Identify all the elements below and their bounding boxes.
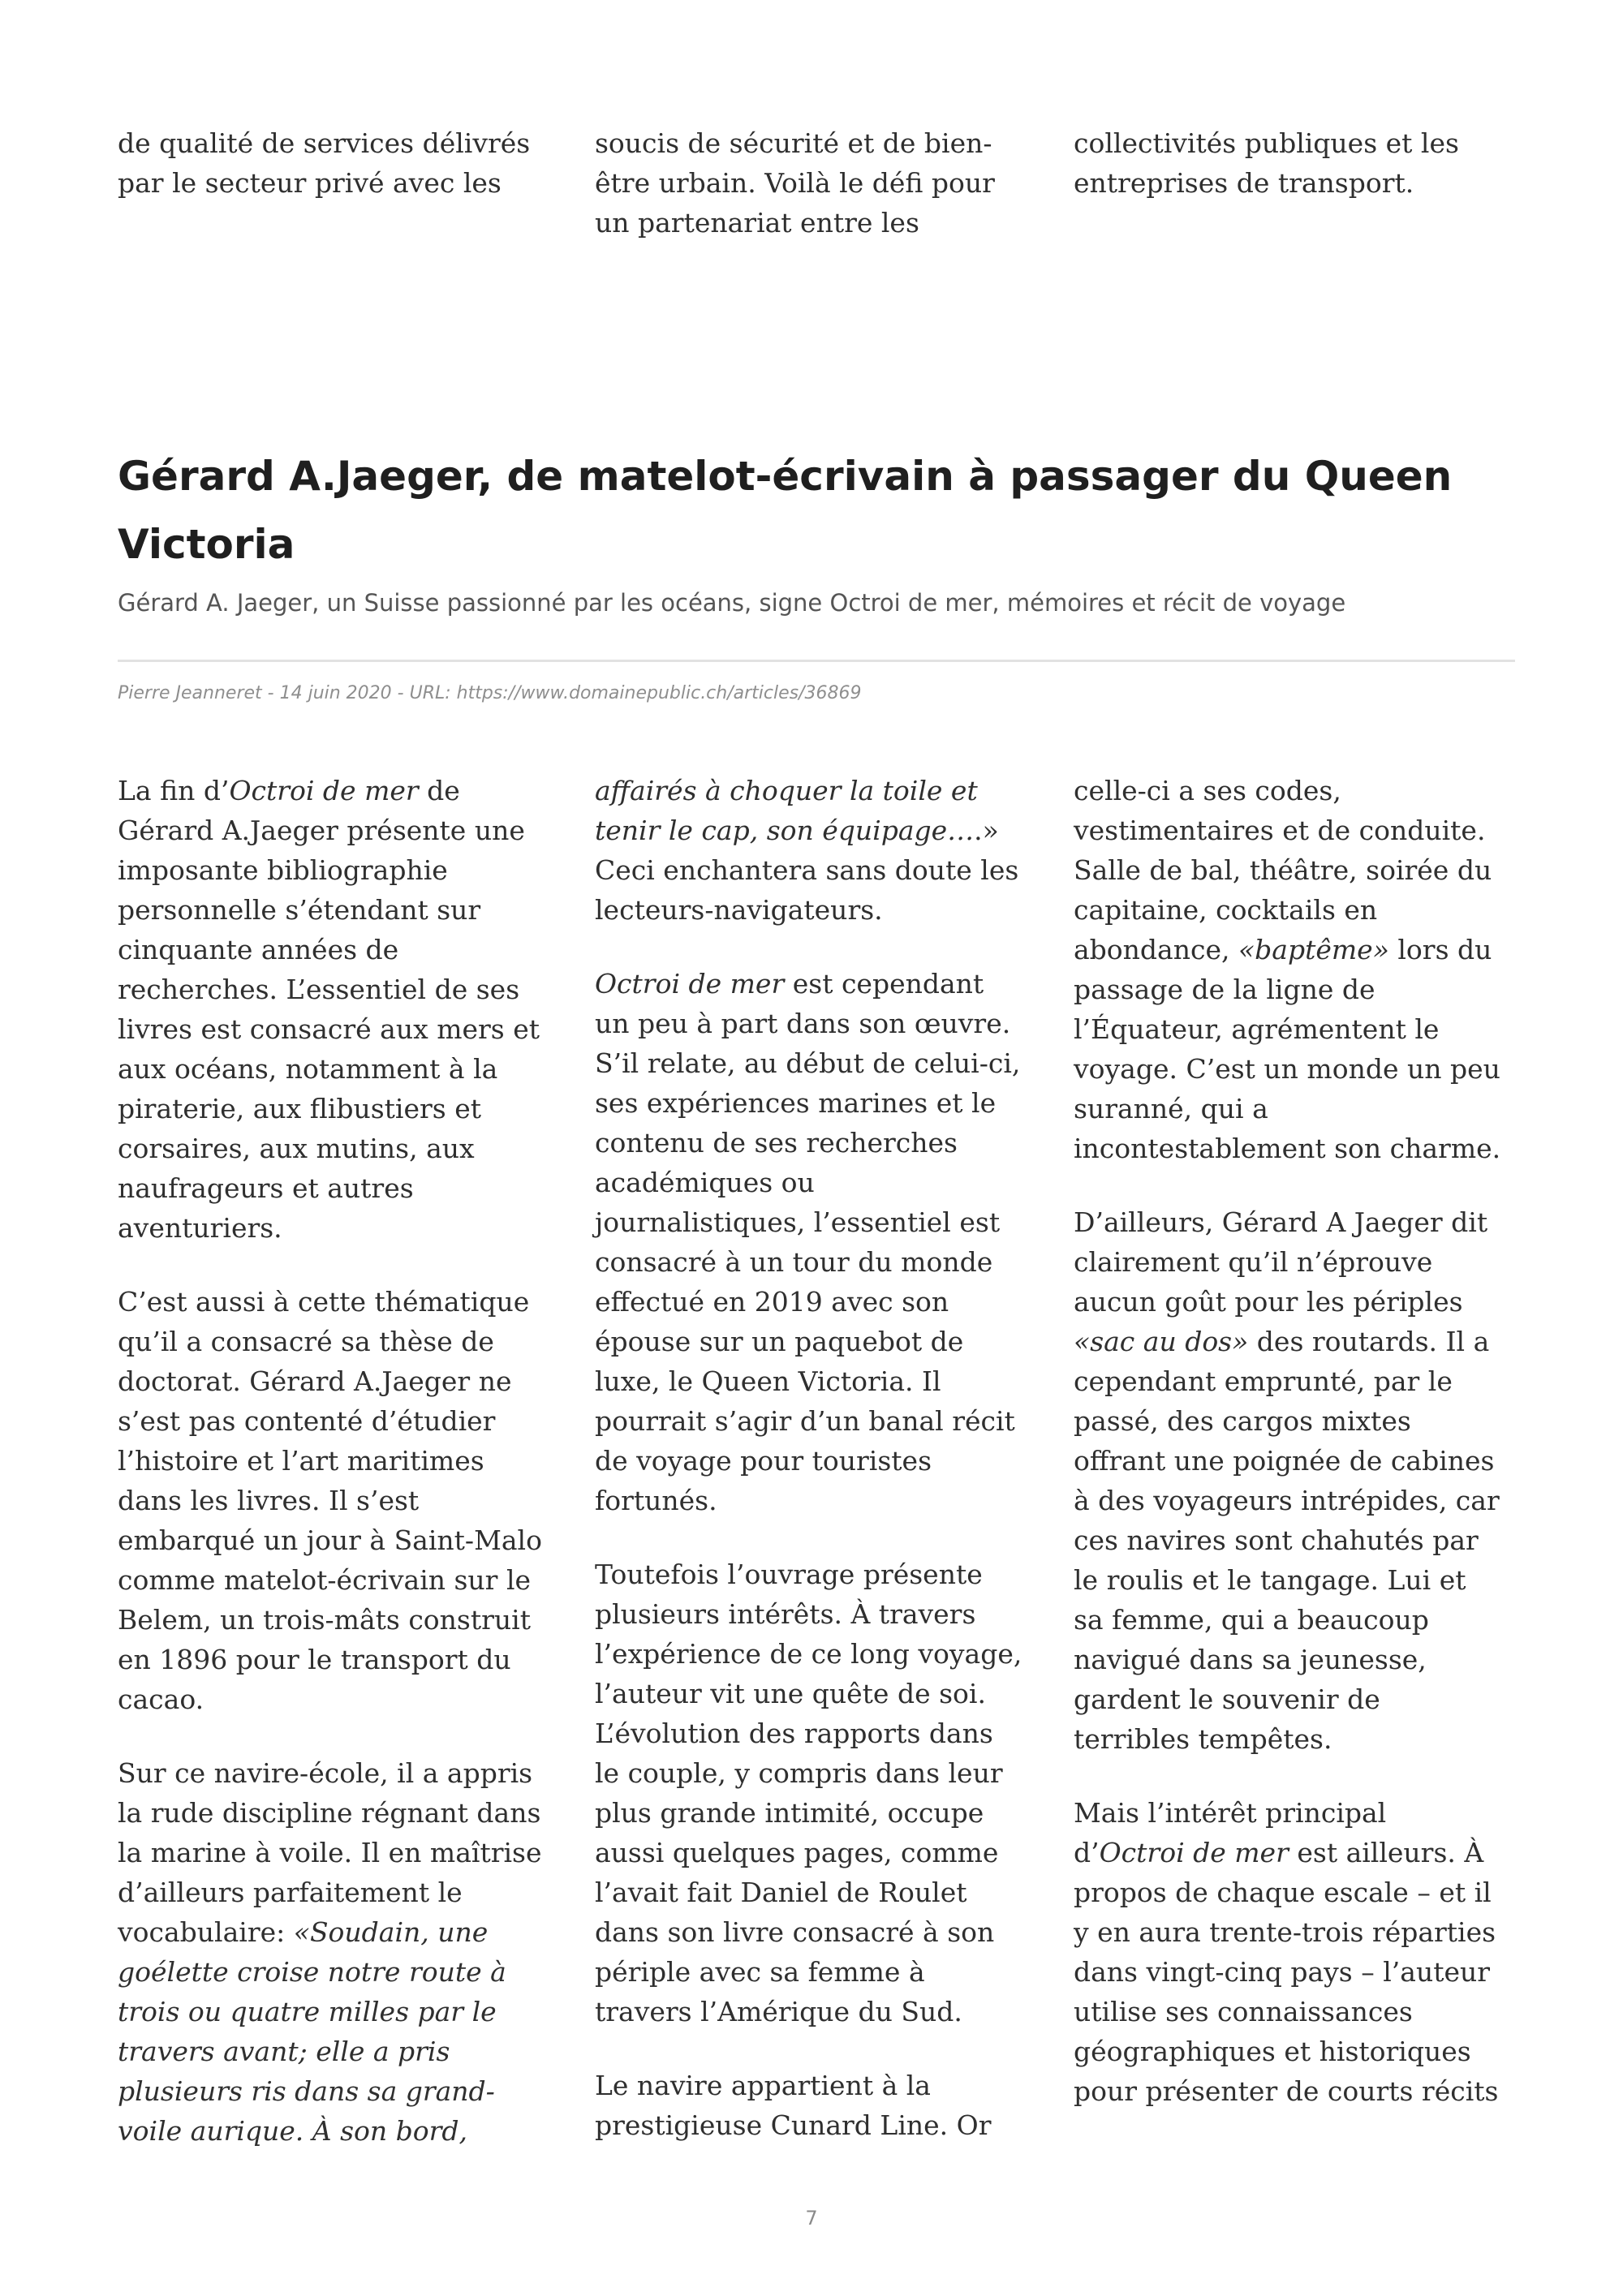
quote-continuation-emphasis: affairés à choquer la toile et tenir le cap, son équipage… [595, 775, 978, 846]
article-meta: Pierre Jeanneret - 14 juin 2020 - URL: https://www.domainepublic.ch/articles/36869 [118, 683, 862, 703]
book-title-emphasis: Octroi de mer [595, 968, 785, 1000]
article-subtitle: Gérard A. Jaeger, un Suisse passionné par les océans, signe Octroi de mer, mémoires et récit de voyage [118, 589, 1346, 617]
continuation-text-col1: de qualité de services délivrés par le secteur privé avec les [118, 127, 531, 199]
body-column-1 [118, 771, 548, 2151]
paragraph-9 [1074, 1202, 1504, 1759]
paragraph-3-text-a: Sur ce navire-école, il a appris la rude discipline régnant dans la marine à voile. Il en maîtrise d’ailleurs parfaitement le vocabulaire: [118, 1757, 542, 1948]
paragraph-8 [1074, 771, 1504, 1168]
paragraph-3 [118, 1753, 548, 2151]
paragraph-5 [595, 964, 1025, 1520]
page-number: 7 [805, 2207, 818, 2229]
paragraph-5-text-b: est cependant un peu à part dans son œuvre. S’il relate, au début de celui-ci, ses expériences marines et le contenu de ses recherches académiques ou journalistiques, l’essentiel est consacré à un tour du monde effectué en 2019 avec son épouse sur un paquebot de luxe, le Queen Victoria. Il pourrait s’agir d’un banal récit de voyage pour touristes fortunés. [595, 968, 1021, 1516]
top-column-2 [595, 123, 1025, 243]
paragraph-2: C’est aussi à cette thématique qu’il a consacré sa thèse de doctorat. Gérard A.Jaeger ne s’est pas contenté d’étudier l’histoire et l’art maritimes dans les livres. Il s’est embarqué un jour à Saint-Malo comme matelot-écrivain sur le Belem, un trois-mâts construit en 1896 pour le transport du cacao. [118, 1286, 542, 1715]
paragraph-4 [595, 771, 1025, 930]
paragraph-1-text-a: La fin d’ [118, 775, 230, 806]
sac-au-dos-emphasis: «sac au dos» [1074, 1326, 1249, 1357]
paragraph-6: Toutefois l’ouvrage présente plusieurs intérêts. À travers l’expérience de ce long voyage, l’auteur vit une quête de soi. L’évolution des rapports dans le couple, y compris dans leur plus grande intimité, occupe aussi quelques pages, comme l’avait fait Daniel de Roulet dans son livre consacré à son périple avec sa femme à travers l’Amérique du Sud. [595, 1559, 1022, 2027]
body-column-2 [595, 771, 1025, 2145]
top-column-3 [1074, 123, 1504, 203]
paragraph-7: Le navire appartient à la prestigieuse Cunard Line. Or [595, 2070, 992, 2141]
body-column-3 [1074, 771, 1504, 2111]
paragraph-1-text-b: de Gérard A.Jaeger présente une imposante bibliographie personnelle s’étendant sur cinquante années de recherches. L’essentiel de ses livres est consacré aux mers et aux océans, notamment à la piraterie, aux flibustiers et corsaires, aux mutins, aux naufrageurs et autres aventuriers. [118, 775, 540, 1244]
paragraph-1 [118, 771, 548, 1248]
paragraph-8-text-a: celle-ci a ses codes, vestimentaires et de conduite. Salle de bal, théâtre, soirée du capitaine, cocktails en abondance, [1074, 775, 1492, 965]
top-column-1 [118, 123, 548, 203]
header-divider [118, 660, 1515, 662]
paragraph-9-text-b: des routards. Il a cependant emprunté, par le passé, des cargos mixtes offrant une poignée de cabines à des voyageurs intrépides, car ces navires sont chahutés par le roulis et le tangage. Lui et sa femme, qui a beaucoup navigué dans sa jeunesse, gardent le souvenir de terribles tempêtes. [1074, 1326, 1500, 1755]
article-title: Gérard A.Jaeger, de matelot-écrivain à passager du Queen Victoria [118, 453, 1453, 568]
paragraph-10-text-b: est ailleurs. À propos de chaque escale – et il y en aura trente-trois réparties dans vingt-cinq pays – l’auteur utilise ses connaissances géographiques et historiques pour présenter de courts récits [1074, 1837, 1499, 2107]
paragraph-10 [1074, 1793, 1504, 2111]
paragraph-10-text-a: Mais l’intérêt principal d’ [1074, 1797, 1387, 1868]
continuation-text-col2: soucis de sécurité et de bien-être urbain. Voilà le défi pour un partenariat entre les [595, 127, 995, 239]
book-title-emphasis: Octroi de mer [229, 775, 419, 806]
paragraph-8-text-b: lors du passage de la ligne de l’Équateur, agrémentent le voyage. C’est un monde un peu suranné, qui a incontestablement son charme. [1074, 934, 1501, 1164]
quote-emphasis: «Soudain, une goélette croise notre route à trois ou quatre milles par le travers avant; elle a pris plusieurs ris dans sa grand-voile aurique. À son bord, [118, 1916, 506, 2147]
paragraph-4-text-b: .» Ceci enchantera sans doute les lecteurs-navigateurs. [595, 815, 1019, 926]
continuation-text-col3: collectivités publiques et les entreprises de transport. [1074, 127, 1459, 199]
book-title-emphasis: Octroi de mer [1099, 1837, 1289, 1868]
paragraph-9-text-a: D’ailleurs, Gérard A Jaeger dit clairement qu’il n’éprouve aucun goût pour les périples [1074, 1206, 1488, 1318]
bapteme-emphasis: «baptême» [1238, 934, 1389, 965]
